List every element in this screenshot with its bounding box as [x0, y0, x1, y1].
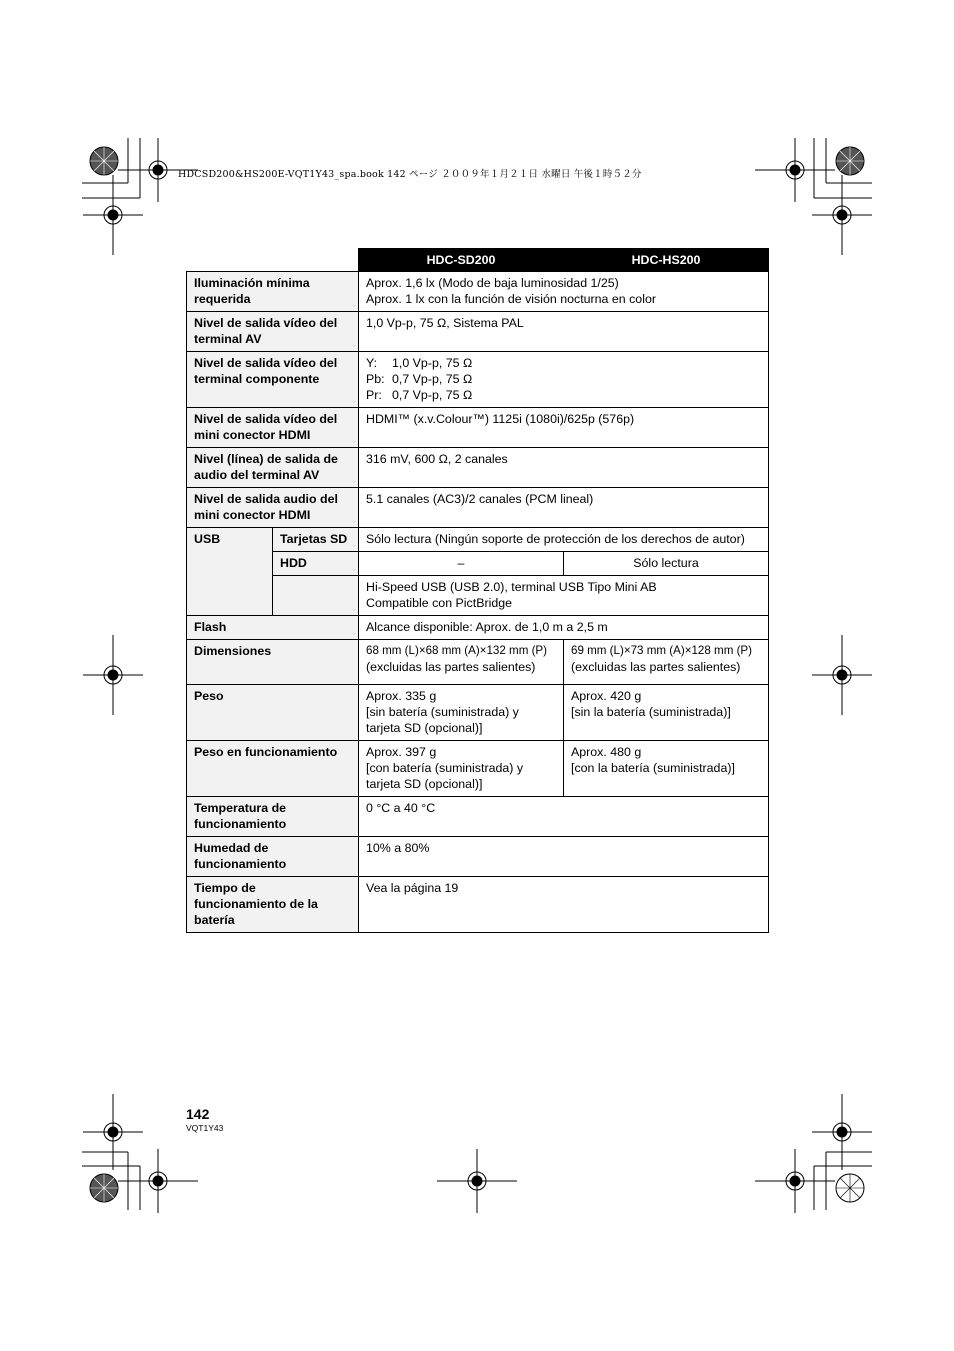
row-label: Temperatura de funcionamiento: [187, 797, 359, 837]
print-header: HDCSD200&HS200E-VQT1Y43_spa.book 142 ページ ２００９年１月２１日 水曜日 午後１時５２分: [178, 169, 642, 180]
table-row: [187, 640, 769, 685]
row-label: Peso en funcionamiento: [187, 741, 359, 797]
row-value: Y: 1,0 Vp-p, 75 Ω Pb: 0,7 Vp-p, 75 Ω Pr: 0,7 Vp-p, 75 Ω: [359, 352, 769, 408]
row-label: Nivel de salida audio del mini conector HDMI: [187, 488, 359, 528]
table-row: [187, 616, 769, 640]
row-label: Flash: [187, 616, 359, 640]
spec-table: [186, 248, 769, 933]
table-row: [187, 877, 769, 933]
table-row: [187, 312, 769, 352]
row-value: Vea la página 19: [359, 877, 769, 933]
row-value: 10% a 80%: [359, 837, 769, 877]
row-value: Aprox. 1,6 lx (Modo de baja luminosidad 1/25) Aprox. 1 lx con la función de visión nocturna en color: [359, 272, 769, 312]
usb-hdd-hs200: Sólo lectura: [564, 552, 769, 576]
row-label: Tiempo de funcionamiento de la batería: [187, 877, 359, 933]
table-row: [187, 685, 769, 741]
sd200-value: Aprox. 397 g [con batería (suministrada) y tarjeta SD (opcional)]: [359, 741, 564, 797]
document-code: VQT1Y43: [186, 1123, 224, 1133]
hs200-value: Aprox. 480 g [con la batería (suministrada)]: [564, 741, 769, 797]
table-row: [187, 448, 769, 488]
hs200-value: Aprox. 420 g [sin la batería (suministrada)]: [564, 685, 769, 741]
row-label: Peso: [187, 685, 359, 741]
table-row: [187, 408, 769, 448]
table-row: [187, 552, 769, 576]
table-row: [187, 528, 769, 552]
row-label: USB: [187, 528, 273, 616]
row-value: 5.1 canales (AC3)/2 canales (PCM lineal): [359, 488, 769, 528]
row-value: HDMI™ (x.v.Colour™) 1125i (1080i)/625p (576p): [359, 408, 769, 448]
row-value: 316 mV, 600 Ω, 2 canales: [359, 448, 769, 488]
usb-sd-value: Sólo lectura (Ningún soporte de protección de los derechos de autor): [359, 528, 769, 552]
table-row: [187, 352, 769, 408]
table-row: [187, 272, 769, 312]
row-label: Iluminación mínima requerida: [187, 272, 359, 312]
usb-general-value: Hi-Speed USB (USB 2.0), terminal USB Tipo Mini AB Compatible con PictBridge: [359, 576, 769, 616]
model-hs200-header: HDC-HS200: [564, 249, 769, 272]
table-row: [187, 741, 769, 797]
row-label: Nivel de salida vídeo del terminal AV: [187, 312, 359, 352]
table-row: [187, 488, 769, 528]
page-number: 142: [186, 1106, 210, 1122]
row-label: Nivel (línea) de salida de audio del terminal AV: [187, 448, 359, 488]
row-label: Dimensiones: [187, 640, 359, 685]
row-label: Humedad de funcionamiento: [187, 837, 359, 877]
row-value: Alcance disponible: Aprox. de 1,0 m a 2,5 m: [359, 616, 769, 640]
table-row: [187, 797, 769, 837]
model-sd200-header: HDC-SD200: [359, 249, 564, 272]
row-label: Nivel de salida vídeo del mini conector HDMI: [187, 408, 359, 448]
row-value: 0 °C a 40 °C: [359, 797, 769, 837]
hs200-value: 69 mm (L)×73 mm (A)×128 mm (P) (excluidas las partes salientes): [564, 640, 769, 685]
sd200-value: 68 mm (L)×68 mm (A)×132 mm (P) (excluidas las partes salientes): [359, 640, 564, 685]
row-label: Nivel de salida vídeo del terminal componente: [187, 352, 359, 408]
row-value: 1,0 Vp-p, 75 Ω, Sistema PAL: [359, 312, 769, 352]
usb-hdd-sd200: –: [359, 552, 564, 576]
model-header-row: [187, 249, 769, 272]
usb-hdd-label: HDD: [273, 552, 359, 576]
sd200-value: Aprox. 335 g [sin batería (suministrada) y tarjeta SD (opcional)]: [359, 685, 564, 741]
usb-sd-label: Tarjetas SD: [273, 528, 359, 552]
table-row: [187, 837, 769, 877]
table-row: [187, 576, 769, 616]
